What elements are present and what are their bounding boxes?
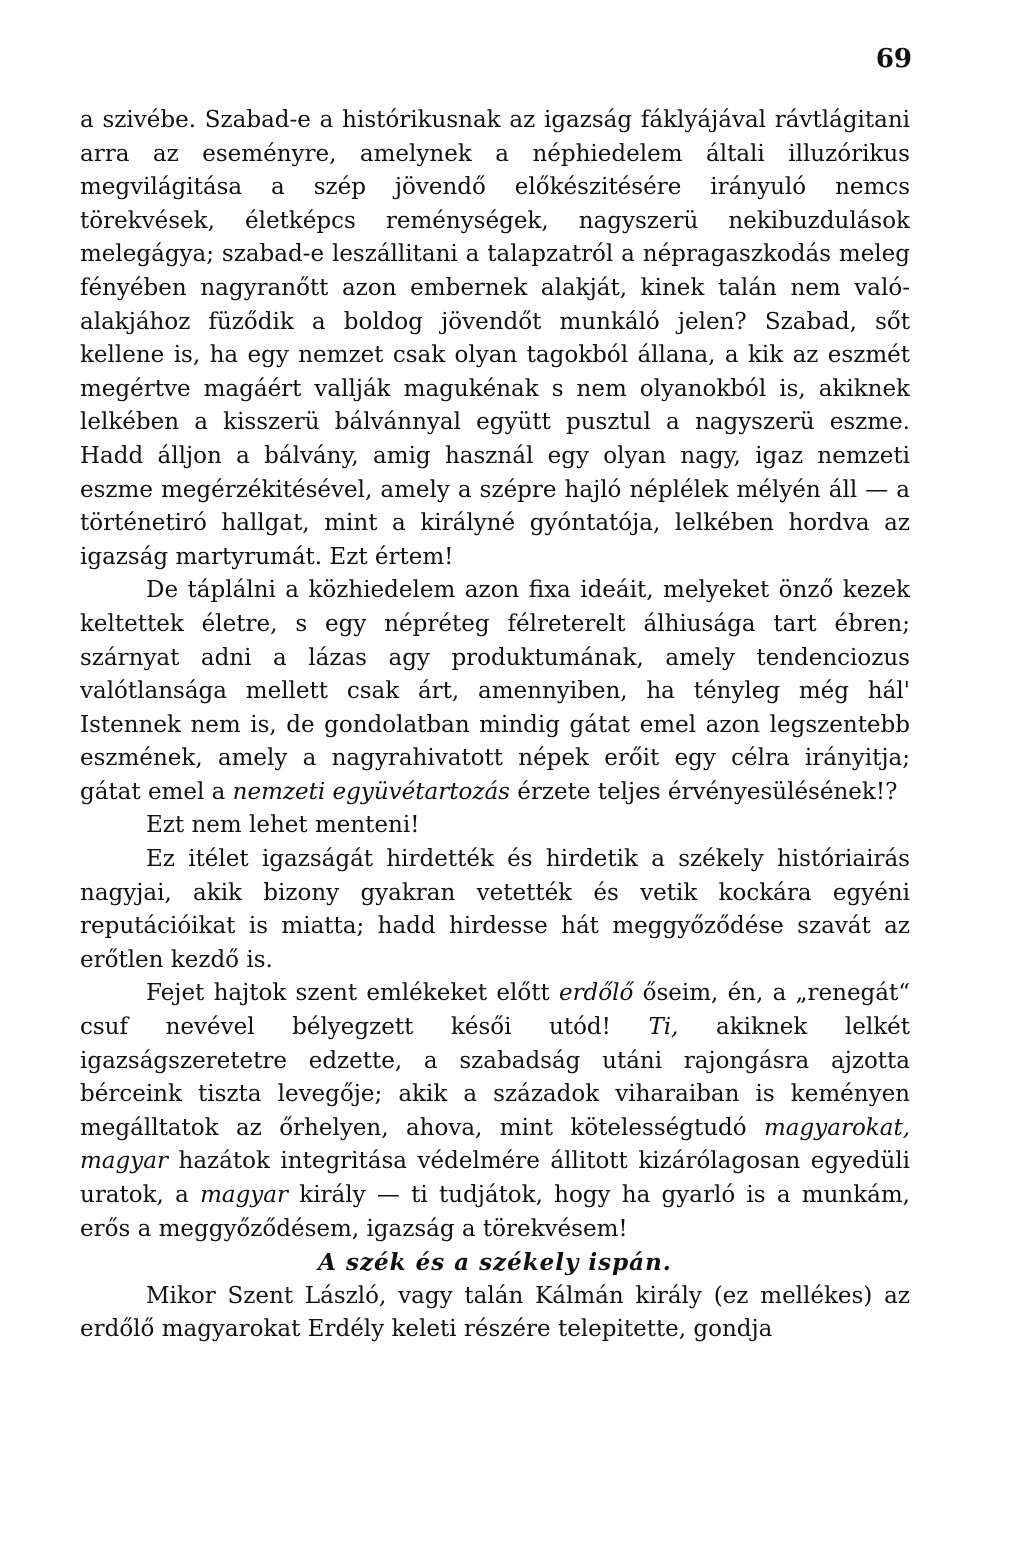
text-run: hazátok integritása védelmére állitott kizárólagosan egyedüli uratok, a: [80, 1148, 910, 1208]
paragraph: [80, 104, 910, 574]
text-run: akiknek lelkét igazságszeretetre edzette, a szabadság utáni rajongásra ajzotta bérceink tiszta levegője; akik a századok viharaiban is keményen megálltatok az őrhelyen, ahova, mint kötelességtudó: [80, 1014, 910, 1141]
text-run: király — ti tudjátok, hogy ha gyarló is a munkám, erős a meggyőződésem, igazság a törekvésem!: [80, 1182, 910, 1242]
paragraph-list: [80, 104, 910, 1246]
body-text: [80, 104, 910, 1347]
text-run: a szivébe. Szabad-e a histórikusnak az igazság fáklyájával rávtlágitani arra az eseményre, amelynek a néphiedelem általi illuzórikus megvilágitása a szép jövendő előkészitésére irányuló nemcs törekvések, életképcs reménységek, nagyszerü nekibuzdulások melegágya; szabad-e leszállitani a talapzatról a népragaszkodás meleg fényében nagyranőtt azon embernek alakját, kinek talán nem való-alakjához füződik a boldog jövendőt munkáló jelen? Szabad, sőt kellene is, ha egy nemzet csak olyan tagokból állana, a kik az eszmét megértve magáért vallják magukénak s nem olyanokból is, akiknek lelkében a kisszerü bálvánnyal együtt pusztul a nagyszerü eszme. Hadd álljon a bálvány, amig használ egy olyan nagy, igaz nemzeti eszme megérzékitésével, amely a szépre hajló néplélek mélyén áll — a történetiró hallgat, mint a királyné gyóntatója, lelkében hordva az igazság martyrumát. Ezt értem!: [80, 107, 910, 570]
text-run: De táplálni a közhiedelem azon fixa ideáit, melyeket önző kezek keltettek életre, s egy népréteg félreterelt álhiusága tart ébren; szárnyat adni a lázas agy produktumának, amely tendenciozus valótlansága mellett csak árt, amennyiben, ha tényleg még hál' Istennek nem is, de gondolatban mindig gátat emel azon legszentebb eszmének, amely a nagyrahivatott népek erőit egy célra irányitja; gátat emel a: [80, 577, 910, 805]
italic-run: erdőlő: [558, 980, 634, 1007]
italic-run: nemzeti együvétartozás: [232, 778, 510, 805]
closing-paragraph: Mikor Szent László, vagy talán Kálmán király (ez mellékes) az erdőlő magyarokat Erdély keleti részére telepitette, gondja: [80, 1282, 910, 1343]
text-run: Fejet hajtok szent emlékeket előtt: [146, 980, 559, 1007]
text-run: Ez itélet igazságát hirdették és hirdetik a székely históriairás nagyjai, akik bizony gyakran vetették és vetik kockára egyéni reputációikat is miatta; hadd hirdesse hát meggyőződése szavát az erőtlen kezdő is.: [80, 846, 910, 973]
paragraph: [80, 574, 910, 809]
section-heading: A szék és a székely ispán.: [318, 1249, 672, 1277]
paragraph: [80, 843, 910, 977]
paragraph: [80, 809, 910, 843]
paragraph: [80, 977, 910, 1246]
text-run: őseim, én, a „renegát“ csuf nevével bélyegzett késői utód!: [80, 980, 910, 1041]
text-run: Ezt nem lehet menteni!: [146, 812, 420, 839]
text-run: érzete teljes érvényesülésének!?: [509, 778, 898, 805]
italic-run: magyar: [200, 1182, 289, 1208]
italic-run: magyarokat, magyar: [80, 1114, 910, 1175]
page-number: 69: [875, 44, 912, 74]
italic-run: Ti,: [648, 1014, 679, 1041]
